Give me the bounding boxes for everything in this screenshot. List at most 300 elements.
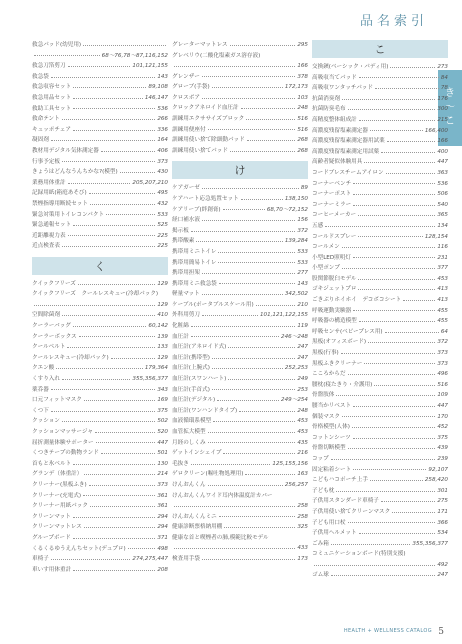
leader-dots: [217, 400, 279, 401]
entry-pages: 447: [437, 403, 448, 409]
entry-name: 黒板(行事): [312, 350, 339, 357]
index-entry: [32, 125, 168, 136]
page-title: 品名索引: [359, 14, 428, 29]
entry-pages: 501: [157, 450, 168, 457]
entry-pages: 64: [440, 328, 448, 335]
col2-pre-list: [172, 40, 308, 156]
entry-pages: 413: [437, 286, 448, 293]
index-entry: [312, 306, 448, 317]
leader-dots: [381, 152, 435, 153]
entry-pages: 455: [437, 307, 448, 314]
index-entry: [312, 486, 448, 497]
col3-list: [312, 62, 448, 581]
entry-pages: 68,70〜72,152: [266, 206, 308, 213]
leader-dots: [51, 411, 156, 412]
entry-pages: 455: [437, 318, 448, 325]
index-entry: [312, 528, 448, 539]
index-entry: [312, 518, 448, 529]
index-entry: [172, 135, 308, 146]
entry-name: 近点検査表: [32, 243, 60, 250]
index-entry: [32, 167, 168, 178]
leader-dots: [223, 453, 295, 454]
leader-dots: [202, 76, 295, 77]
entry-pages: 343: [157, 386, 168, 393]
index-entry: [32, 72, 168, 83]
leader-dots: [352, 427, 435, 428]
index-entry: [32, 353, 168, 364]
leader-dots: [191, 336, 279, 337]
entry-name: コップ: [312, 455, 329, 462]
index-entry: [172, 205, 308, 216]
entry-name: 屈折測量体験サポーター: [32, 439, 94, 446]
leader-dots: [62, 315, 155, 316]
entry-pages: 101,121,155: [132, 63, 168, 70]
leader-dots: [358, 289, 435, 290]
leader-dots: [51, 389, 156, 390]
entry-name: コットンシーツ: [312, 434, 351, 441]
index-entry: [312, 179, 448, 190]
leader-dots: [96, 442, 156, 443]
index-column-3: [312, 40, 448, 581]
entry-pages: 536: [157, 105, 168, 112]
index-entry: [172, 448, 308, 459]
index-tab-char-1: き: [445, 88, 455, 99]
entry-pages: 176: [437, 95, 448, 102]
leader-dots: [78, 284, 155, 285]
entry-pages: 101,121,122,155: [259, 312, 308, 319]
entry-name: クリーナー(充電式): [32, 492, 82, 499]
entry-name: 救急袋: [32, 73, 49, 80]
entry-name: 近距離視力表: [32, 232, 66, 239]
entry-pages: 536: [437, 180, 448, 187]
entry-name: 経口補水液: [172, 217, 200, 224]
leader-dots: [387, 141, 436, 142]
entry-name: 健康診断票格納用棚: [172, 524, 223, 531]
entry-name: 救急パッド(幼児用): [32, 42, 82, 48]
index-entry: [312, 422, 448, 433]
index-entry: [312, 104, 448, 115]
index-entry: [172, 279, 308, 290]
leader-dots: [208, 432, 296, 433]
entry-name: クイックフリーズ: [32, 280, 76, 287]
leader-dots: [212, 87, 283, 88]
entry-pages: 274,275,447: [132, 556, 168, 563]
leader-dots: [342, 268, 435, 269]
index-entry: [172, 40, 308, 51]
leader-dots: [202, 273, 295, 274]
entry-name: 訓練用使い捨て除細動パッド: [172, 137, 245, 144]
leader-dots: [101, 453, 155, 454]
leader-dots: [208, 442, 296, 443]
index-entry: [312, 327, 448, 338]
leader-dots: [67, 347, 155, 348]
entry-name: 抗菌防臭毛布: [312, 106, 346, 113]
entry-pages: 520: [157, 429, 168, 435]
entry-pages: 246〜248: [281, 333, 308, 340]
entry-name: ケアハート応急処置セット: [172, 195, 239, 202]
entry-pages: 252,253: [284, 365, 308, 372]
page-number: 5: [438, 627, 444, 637]
entry-pages: 231: [437, 254, 448, 261]
entry-name: クーラーバッグ: [32, 323, 71, 330]
index-entry: [32, 51, 168, 62]
entry-name: クールレスキュー(冷却パック): [32, 354, 109, 361]
index-entry: [312, 443, 448, 454]
index-entry: [32, 374, 168, 385]
index-entry: [312, 242, 448, 253]
entry-name: コーヒーメーカー: [312, 212, 357, 219]
entry-name: 五感: [312, 222, 324, 229]
index-tab-char-2: 〜: [445, 102, 455, 113]
entry-pages: 214: [157, 471, 168, 478]
index-entry: [172, 226, 308, 237]
leader-dots: [359, 120, 436, 121]
leader-dots: [196, 241, 282, 242]
leader-dots: [348, 448, 436, 449]
leader-dots: [239, 411, 295, 412]
index-entry: [32, 480, 168, 491]
entry-pages: 166: [297, 63, 308, 70]
entry-name: 股関節脱臼モデル: [312, 275, 357, 282]
leader-dots: [120, 172, 156, 173]
entry-pages: 453: [297, 418, 308, 425]
entry-name: 救命テント: [32, 116, 60, 123]
leader-dots: [392, 512, 435, 513]
entry-name: こどもハコポーチ上手: [312, 477, 368, 484]
entry-pages: 336: [157, 126, 168, 133]
entry-pages: 247: [297, 344, 308, 351]
entry-name: 骨盤切断模型: [312, 445, 346, 452]
entry-name: ケアガーゼ: [172, 185, 200, 192]
entry-name: 血液循環系模型: [172, 418, 212, 425]
entry-name: 黒板(オフィスボード): [312, 339, 367, 346]
index-entry: [312, 475, 448, 486]
index-entry: [32, 289, 168, 310]
entry-pages: 453: [297, 429, 308, 435]
entry-name: グランデ（体重計）: [32, 471, 83, 478]
leader-dots: [358, 236, 423, 237]
entry-name: 空間除菌剤: [32, 312, 60, 319]
index-entry: [312, 83, 448, 94]
index-entry: [172, 427, 308, 438]
leader-dots: [314, 565, 435, 566]
leader-dots: [219, 283, 296, 284]
entry-name: コミュニケーションボード(特別支援): [312, 551, 406, 558]
leader-dots: [51, 77, 156, 78]
index-entry: [172, 247, 308, 258]
index-entry: [172, 236, 308, 247]
index-entry: [32, 385, 168, 396]
entry-pages: 361: [157, 492, 168, 499]
leader-dots: [62, 161, 155, 162]
entry-pages: 301: [437, 487, 448, 494]
index-entry: [312, 126, 448, 137]
index-entry: [312, 337, 448, 348]
entry-name: 緊急通報セット: [32, 222, 72, 229]
entry-pages: 435: [297, 439, 308, 446]
entry-name: くつ下: [32, 407, 49, 414]
entry-name: ゴム球: [312, 572, 329, 579]
entry-name: コーナーポスト: [312, 191, 352, 198]
leader-dots: [73, 87, 146, 88]
entry-pages: 78: [440, 85, 448, 92]
entry-pages: 103: [297, 94, 308, 101]
index-entry: [172, 438, 308, 449]
leader-dots: [174, 66, 295, 67]
index-entry: [312, 390, 448, 401]
index-entry: [32, 554, 168, 565]
index-entry: [172, 51, 308, 72]
leader-dots: [331, 544, 411, 545]
entry-pages: 210: [297, 301, 308, 308]
entry-pages: 173: [297, 555, 308, 562]
index-entry: [312, 316, 448, 327]
leader-dots: [364, 162, 435, 163]
entry-name: 携帯酸素: [172, 238, 195, 245]
entry-pages: 268: [297, 137, 308, 144]
index-entry: [32, 82, 168, 93]
leader-dots: [331, 575, 436, 576]
index-entry: [312, 549, 448, 570]
entry-name: 骨格模型(人体): [312, 424, 350, 431]
leader-dots: [191, 464, 271, 465]
entry-name: 子供用ヘルメット: [312, 530, 357, 537]
entry-name: クロスボア: [172, 94, 200, 101]
entry-name: 血圧計(ワンハンドタイプ): [172, 407, 238, 414]
index-entry: [32, 501, 168, 512]
leader-dots: [342, 416, 435, 417]
leader-dots: [218, 252, 295, 253]
leader-dots: [89, 485, 156, 486]
entry-pages: 277: [297, 270, 308, 277]
entry-name: 凝固剤: [32, 137, 49, 144]
entry-pages: 170: [437, 413, 448, 420]
entry-pages: 373: [157, 158, 168, 165]
index-entry: [312, 465, 448, 476]
leader-dots: [191, 231, 296, 232]
col2-list: [172, 183, 308, 564]
leader-dots: [219, 516, 296, 517]
index-entry: [312, 433, 448, 444]
index-entry: [32, 114, 168, 125]
index-entry: [172, 103, 308, 114]
index-entry: [172, 533, 308, 554]
entry-name: 毛抜き: [172, 460, 189, 467]
leader-dots: [325, 226, 435, 227]
entry-name: こころからだ: [312, 371, 346, 378]
entry-pages: 413: [437, 297, 448, 304]
index-entry: [312, 274, 448, 285]
index-entry: [312, 570, 448, 581]
entry-pages: 375: [157, 407, 168, 414]
entry-name: 首もと氷ベルト: [32, 460, 72, 467]
entry-pages: 249: [297, 376, 308, 383]
entry-name: ごきぶりホイホイ デコボコシート: [312, 297, 402, 304]
entry-pages: 258: [297, 513, 308, 520]
leader-dots: [241, 199, 283, 200]
index-entry: [312, 507, 448, 518]
index-entry: [312, 401, 448, 412]
leader-dots: [353, 205, 435, 206]
index-entry: [312, 210, 448, 221]
entry-name: 呼吸器の構造模型: [312, 318, 357, 325]
entry-pages: 166: [437, 138, 448, 145]
entry-pages: 109: [437, 392, 448, 399]
entry-pages: 133: [157, 344, 168, 351]
entry-pages: 275: [437, 498, 448, 505]
entry-pages: 432: [157, 200, 168, 207]
leader-dots: [202, 220, 295, 221]
entry-name: キュッポチェア: [32, 126, 71, 133]
index-entry: [172, 72, 308, 83]
leader-dots: [34, 305, 155, 306]
index-entry: [172, 321, 308, 332]
index-entry: [32, 363, 168, 374]
entry-pages: 300: [437, 106, 448, 113]
index-entry: [312, 359, 448, 370]
entry-name: ゲットインシェイプ: [172, 450, 222, 457]
entry-name: けんおんくんミニ: [172, 513, 217, 520]
leader-dots: [353, 257, 435, 258]
col1-list: [32, 279, 168, 575]
leader-dots: [84, 527, 155, 528]
leader-dots: [353, 310, 435, 311]
leader-dots: [374, 385, 435, 386]
index-entry: [312, 263, 448, 274]
index-entry: [312, 189, 448, 200]
entry-pages: 363: [437, 169, 448, 176]
entry-name: グレーターマットレス: [172, 42, 228, 48]
leader-dots: [202, 315, 258, 316]
entry-pages: 375: [437, 434, 448, 441]
index-entry: [32, 321, 168, 332]
index-entry: [32, 469, 168, 480]
index-entry: [32, 332, 168, 343]
entry-name: 外科用剪刀: [172, 312, 200, 319]
leader-dots: [342, 99, 435, 100]
entry-name: 行事予定板: [32, 158, 60, 165]
entry-pages: 129: [157, 354, 168, 361]
leader-dots: [370, 130, 423, 131]
entry-pages: 502: [157, 418, 168, 425]
entry-name: けんおんくんワイド耳内体温度計カバー: [172, 492, 273, 499]
index-entry: [172, 416, 308, 427]
leader-dots: [174, 506, 295, 507]
index-entry: [32, 279, 168, 290]
entry-name: クリーンマット: [32, 513, 71, 520]
leader-dots: [230, 151, 295, 152]
entry-name: 携帯用ミニ救急袋: [172, 280, 217, 287]
index-entry: [172, 469, 308, 480]
index-entry: [312, 454, 448, 465]
entry-name: クーラーボックス: [32, 333, 77, 340]
entry-pages: 366: [437, 519, 448, 526]
entry-pages: 495: [157, 190, 168, 197]
entry-name: 血圧計(携帯型): [172, 354, 210, 361]
entry-name: 訓練用便座付: [172, 126, 206, 133]
entry-pages: 447: [157, 439, 168, 446]
index-entry: [172, 300, 308, 311]
entry-name: くるくるゆうえんちセット(デュプロ): [32, 545, 126, 552]
entry-name: くすり入れ: [32, 376, 60, 383]
leader-dots: [208, 485, 283, 486]
leader-dots: [84, 474, 155, 475]
entry-pages: 325: [297, 524, 308, 531]
entry-pages: 533: [297, 248, 308, 255]
entry-name: コードブレスチームアイロン: [312, 169, 384, 176]
leader-dots: [368, 342, 435, 343]
entry-pages: 179,364: [144, 365, 168, 372]
index-entry: [312, 253, 448, 264]
leader-dots: [202, 294, 283, 295]
entry-pages: 433: [297, 545, 308, 552]
index-entry: [312, 157, 448, 168]
leader-dots: [353, 194, 435, 195]
leader-dots: [68, 183, 131, 184]
leader-dots: [51, 140, 156, 141]
entry-pages: 400: [437, 148, 448, 155]
entry-name: 個装マスク: [312, 413, 340, 420]
entry-name: けんおんくん: [172, 481, 206, 488]
entry-pages: 266: [157, 116, 168, 123]
entry-name: コールドスプレー: [312, 233, 357, 240]
leader-dots: [202, 188, 299, 189]
entry-name: 高齢者疑似体験用具: [312, 159, 363, 166]
entry-name: 子ども用口杖: [312, 519, 346, 526]
index-entry: [312, 147, 448, 158]
entry-pages: 247: [297, 354, 308, 361]
entry-name: 化粧綿: [172, 323, 189, 330]
leader-dots: [336, 491, 435, 492]
leader-dots: [208, 129, 296, 130]
entry-pages: 410: [157, 312, 168, 319]
leader-dots: [56, 368, 143, 369]
entry-pages: 256,257: [284, 481, 308, 488]
index-column-2: [172, 40, 308, 564]
entry-name: 小型LED照明灯: [312, 254, 351, 261]
index-entry: [32, 220, 168, 231]
entry-pages: 373: [437, 360, 448, 367]
entry-pages: 163: [297, 471, 308, 478]
entry-pages: 406: [157, 147, 168, 154]
leader-dots: [62, 379, 130, 380]
leader-dots: [89, 193, 156, 194]
entry-pages: 139,284: [284, 238, 308, 245]
leader-dots: [212, 389, 295, 390]
entry-name: 黒板ふきクリーナー: [312, 360, 363, 367]
entry-name: 救急収容セット: [32, 84, 72, 91]
index-entry: [172, 512, 308, 523]
index-entry: [32, 448, 168, 459]
entry-name: 呼吸運動実験器: [312, 307, 352, 314]
entry-name: 血圧計(手首式): [172, 386, 210, 393]
entry-pages: 294: [157, 524, 168, 531]
entry-pages: 355,356,377: [132, 376, 168, 383]
leader-dots: [228, 379, 295, 380]
entry-pages: 129: [157, 301, 168, 308]
leader-dots: [213, 421, 295, 422]
entry-name: 腰枕(寝たきり・介護用): [312, 381, 373, 388]
entry-name: 教材用デジタル気体測定器: [32, 147, 99, 154]
index-entry: [32, 93, 168, 104]
entry-pages: 225: [157, 232, 168, 239]
entry-name: 検査用手袋: [172, 555, 200, 562]
index-entry: [172, 554, 308, 565]
leader-dots: [73, 108, 155, 109]
index-entry: [32, 406, 168, 417]
index-entry: [312, 380, 448, 391]
leader-dots: [73, 517, 155, 518]
